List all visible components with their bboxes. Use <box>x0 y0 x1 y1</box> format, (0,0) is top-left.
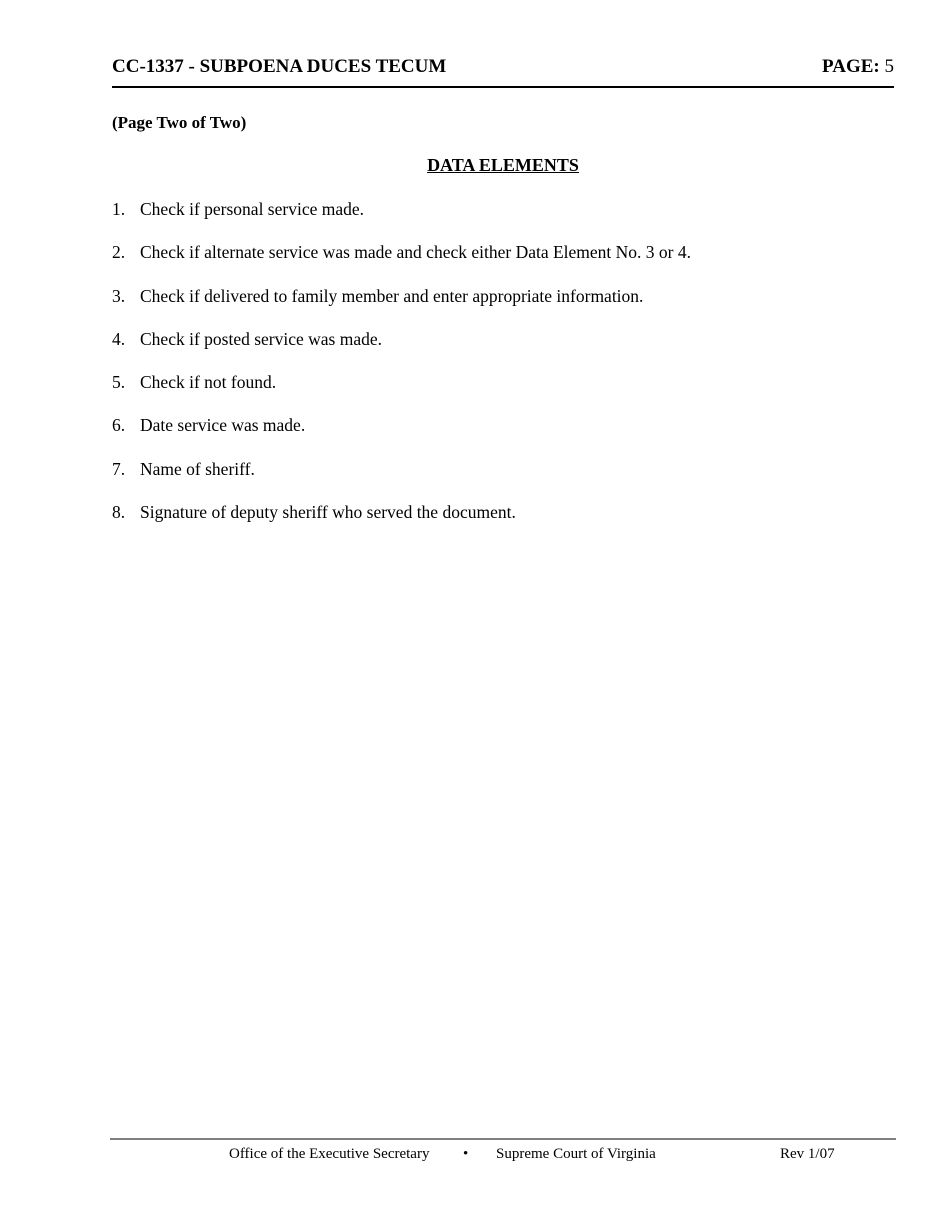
item-text: Check if not found. <box>140 372 277 393</box>
item-text: Date service was made. <box>140 415 306 436</box>
footer-office: Office of the Executive Secretary <box>229 1146 430 1162</box>
list-item <box>112 458 894 501</box>
list-item <box>112 241 894 284</box>
page-of-label: (Page Two of Two) <box>112 113 247 132</box>
footer-divider <box>110 1138 896 1140</box>
header-divider <box>112 86 894 88</box>
list-item <box>112 285 894 328</box>
item-number: 3. <box>112 285 126 306</box>
footer-revision: Rev 1/07 <box>780 1146 835 1162</box>
footer-separator: • <box>463 1146 469 1162</box>
page-header <box>112 56 894 78</box>
item-number: 2. <box>112 242 126 263</box>
item-text: Name of sheriff. <box>140 458 255 479</box>
item-text: Check if delivered to family member and enter appropriate information. <box>140 285 644 306</box>
list-item <box>112 371 894 414</box>
data-elements-list <box>112 198 894 544</box>
item-number: 7. <box>112 458 126 479</box>
item-number: 8. <box>112 502 126 523</box>
section-heading: DATA ELEMENTS <box>427 155 579 175</box>
item-text: Check if personal service made. <box>140 199 365 219</box>
form-title: CC-1337 - SUBPOENA DUCES TECUM <box>112 56 447 77</box>
list-item <box>112 198 894 241</box>
item-number: 5. <box>112 372 126 393</box>
page-number: 5 <box>884 56 894 77</box>
page-indicator <box>822 56 894 78</box>
list-item <box>112 328 894 371</box>
list-item <box>112 501 894 544</box>
list-item <box>112 414 894 457</box>
item-text: Check if alternate service was made and check either Data Element No. 3 or 4. <box>140 242 692 263</box>
footer-court: Supreme Court of Virginia <box>496 1146 656 1162</box>
item-number: 1. <box>112 199 126 219</box>
item-number: 6. <box>112 415 126 436</box>
page-label: PAGE: <box>822 56 880 77</box>
item-text: Signature of deputy sheriff who served the document. <box>140 502 516 523</box>
page-footer <box>0 1145 950 1165</box>
item-number: 4. <box>112 328 126 349</box>
item-text: Check if posted service was made. <box>140 328 383 349</box>
